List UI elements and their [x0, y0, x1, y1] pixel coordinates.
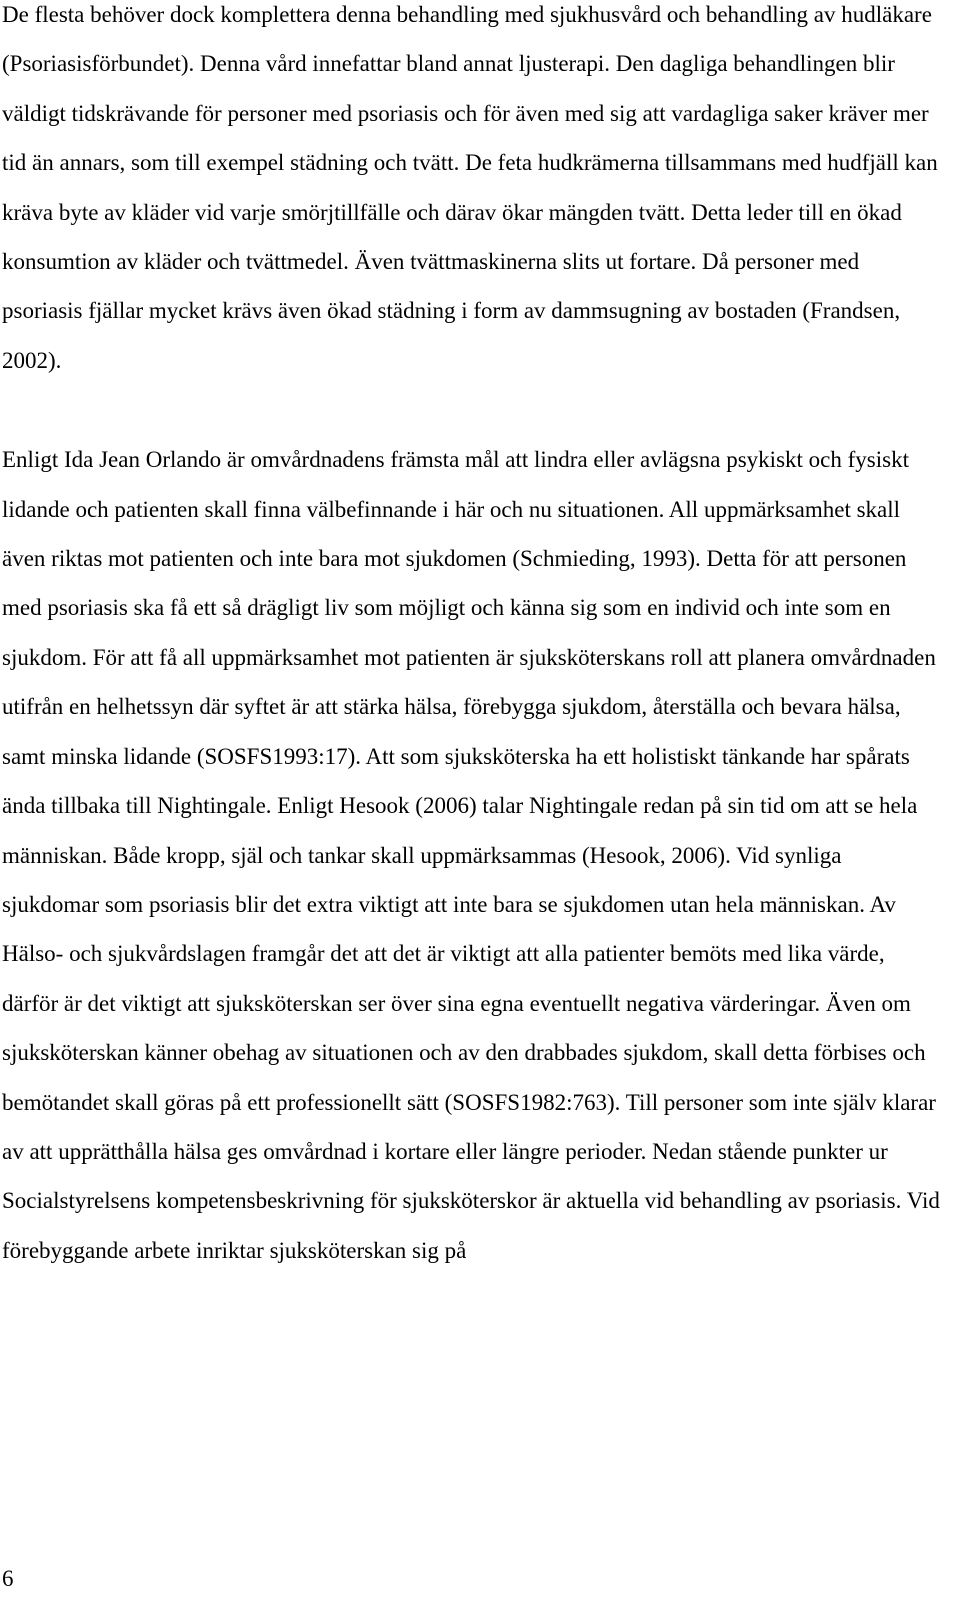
page-number: 6 [2, 1566, 14, 1591]
body-paragraph-1: De flesta behöver dock komplettera denna behandling med sjukhusvård och behandling av hudläkare (Psoriasisförbundet). Denna vård innefattar bland annat ljusterapi. Den dagliga behandlingen blir väldigt tidskrävande för personer med psoriasis och för även med sig att vardagliga saker kräver mer tid än annars, som till exempel städning och tvätt. De feta hudkrämerna tillsammans med hudfjäll kan kräva byte av kläder vid varje smörjtillfälle och därav ökar mängden tvätt. Detta leder till en ökad konsumtion av kläder och tvättmedel. Även tvättmaskinerna slits ut fortare. Då personer med psoriasis fjällar mycket krävs även ökad städning i form av dammsugning av bostaden (Frandsen, 2002). [2, 2, 938, 373]
body-paragraph-2: Enligt Ida Jean Orlando är omvårdnadens främsta mål att lindra eller avlägsna psykiskt och fysiskt lidande och patienten skall finna välbefinnande i här och nu situationen. All uppmärksamhet skall även riktas mot patienten och inte bara mot sjukdomen (Schmieding, 1993). Detta för att personen med psoriasis ska få ett så drägligt liv som möjligt och känna sig som en individ och inte som en sjukdom. För att få all uppmärksamhet mot patienten är sjuksköterskans roll att planera omvårdnaden utifrån en helhetssyn där syftet är att stärka hälsa, förebygga sjukdom, återställa och bevara hälsa, samt minska lidande (SOSFS1993:17). Att som sjuksköterska ha ett holistiskt tänkande har spårats ända tillbaka till Nightingale. Enligt Hesook (2006) talar Nightingale redan på sin tid om att se hela människan. Både kropp, själ och tankar skall uppmärksammas (Hesook, 2006). Vid synliga sjukdomar som psoriasis blir det extra viktigt att inte bara se sjukdomen utan hela människan. Av Hälso- och sjukvårdslagen framgår det att det är viktigt att alla patienter bemöts med lika värde, därför är det viktigt att sjuksköterskan ser över sina egna eventuellt negativa värderingar. Även om sjuksköterskan känner obehag av situationen och av den drabbades sjukdom, skall detta förbises och bemötandet skall göras på ett professionellt sätt (SOSFS1982:763). Till personer som inte själv klarar av att upprätthålla hälsa ges omvårdnad i kortare eller längre perioder. Nedan stående punkter ur Socialstyrelsens kompetensbeskrivning för sjuksköterskor är aktuella vid behandling av psoriasis. Vid förebyggande arbete inriktar sjuksköterskan sig på [2, 447, 940, 1263]
